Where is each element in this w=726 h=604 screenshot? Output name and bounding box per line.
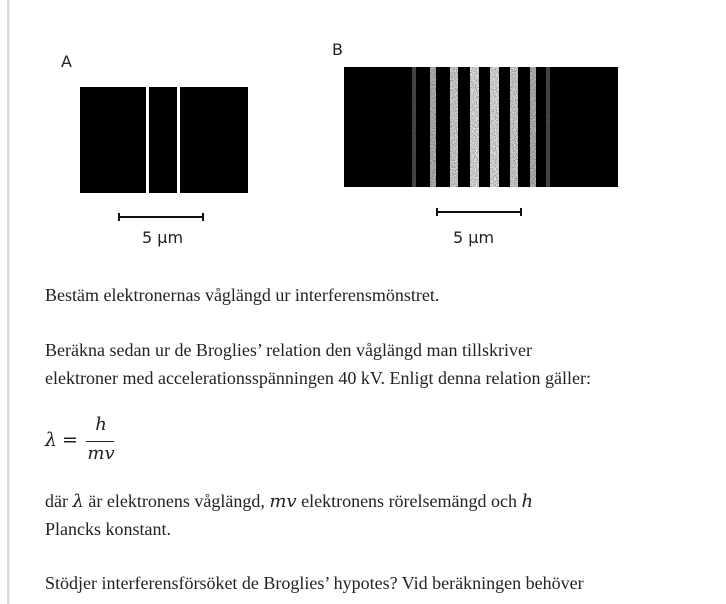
scale-bar-b	[434, 207, 524, 217]
paragraph-debroglie-line2: elektroner med accelerationsspänningen 40 kV. Enligt denna relation gäller:	[45, 368, 591, 388]
paragraph-planck-constant: Plancks konstant.	[45, 519, 171, 539]
panel-b-label: B	[332, 40, 343, 59]
paragraph-hypothesis-question: Stödjer interferensförsöket de Broglies’ hypotes? Vid beräkningen behöver	[45, 573, 584, 593]
paragraph-determine-wavelength: Bestäm elektronernas våglängd ur interferensmönstret.	[45, 285, 440, 305]
panel-b-pattern	[342, 65, 620, 191]
interference-figure	[0, 0, 726, 270]
definitions-text-3: elektronens rörelsemängd och	[301, 491, 518, 511]
panel-a-slit-1	[146, 87, 149, 193]
scale-b-label: 5 µm	[453, 228, 495, 247]
formula-denominator: mv	[87, 443, 115, 464]
paragraph-symbol-definitions	[45, 487, 533, 516]
definitions-symbol-h: h	[521, 491, 534, 512]
definitions-text-1: där	[45, 491, 68, 511]
panel-a-slit-2	[177, 87, 180, 193]
formula-lambda: λ	[45, 429, 58, 451]
panel-a-pattern	[78, 85, 250, 195]
scale-bar-a	[116, 212, 206, 222]
debroglie-formula	[45, 412, 165, 472]
definitions-symbol-mv: mv	[269, 491, 297, 512]
paragraph-debroglie-line1: Beräkna sedan ur de Broglies’ relation den våglängd man tillskriver	[45, 340, 533, 360]
film-grain	[408, 67, 556, 187]
scale-a-label: 5 µm	[142, 228, 184, 247]
formula-fraction-bar	[86, 441, 114, 442]
formula-equals: =	[62, 429, 78, 451]
panel-a-label: A	[61, 52, 72, 71]
definitions-symbol-lambda: λ	[72, 491, 84, 512]
definitions-text-2: är elektronens våglängd,	[88, 491, 265, 511]
panel-a-dark-field	[80, 87, 248, 193]
formula-numerator: h	[95, 414, 107, 435]
